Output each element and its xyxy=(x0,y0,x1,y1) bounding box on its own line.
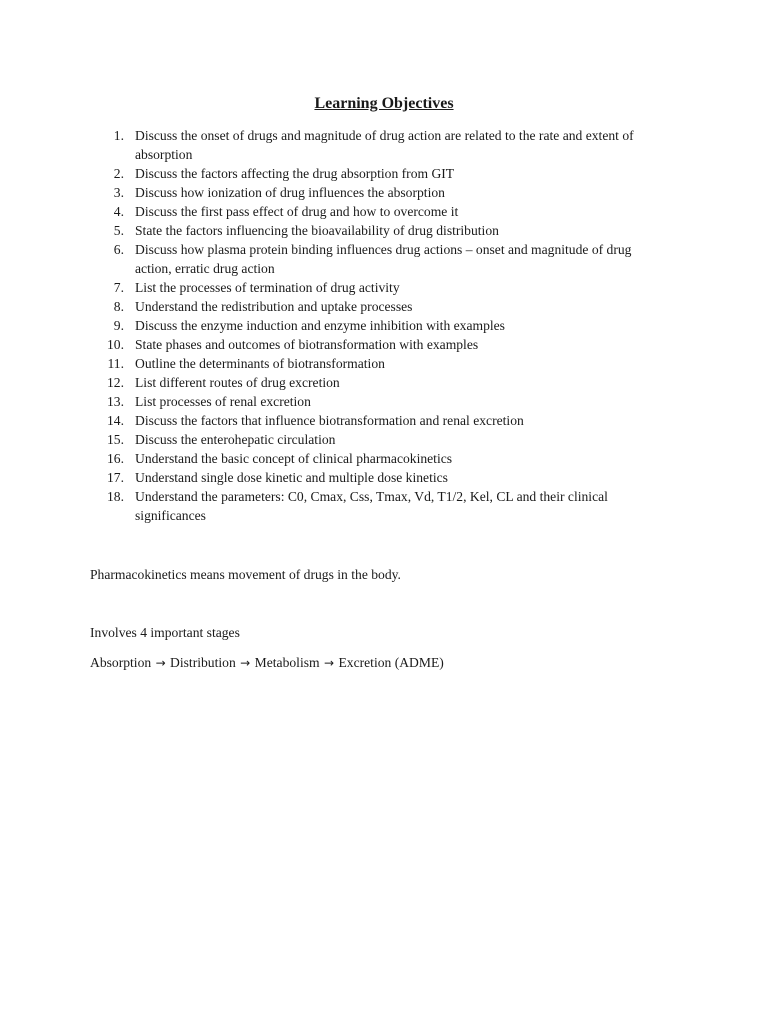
objective-number: 17. xyxy=(107,470,124,485)
objective-number: 8. xyxy=(113,299,124,314)
objective-item xyxy=(0,373,768,392)
objective-item xyxy=(0,183,768,202)
objective-text: State phases and outcomes of biotransformation with examples xyxy=(135,337,479,352)
objective-text: Outline the determinants of biotransformation xyxy=(135,356,385,371)
objective-item xyxy=(0,297,768,316)
objective-number: 13. xyxy=(107,394,124,409)
objective-text: Understand the basic concept of clinical pharmacokinetics xyxy=(135,451,453,466)
objective-number: 14. xyxy=(107,413,124,428)
objective-number: 7. xyxy=(113,280,124,295)
objective-number: 1. xyxy=(113,128,124,143)
objective-item xyxy=(0,202,768,221)
objective-item xyxy=(0,335,768,354)
objective-number: 10. xyxy=(107,337,124,352)
objective-item xyxy=(0,164,768,183)
objective-item xyxy=(0,278,768,297)
objective-text: Discuss how plasma protein binding influences drug actions – onset and magnitude of drug action, erratic drug action xyxy=(135,242,632,276)
objective-item xyxy=(0,126,768,164)
stage-absorption: Absorption xyxy=(90,655,152,670)
objective-item xyxy=(0,411,768,430)
objective-text: List processes of renal excretion xyxy=(135,394,311,409)
objectives-list xyxy=(0,126,768,525)
objective-text: Understand the redistribution and uptake processes xyxy=(135,299,413,314)
objective-number: 9. xyxy=(113,318,124,333)
arrow-right-icon: → xyxy=(155,656,166,670)
objective-text: List different routes of drug excretion xyxy=(135,375,340,390)
objective-text: Discuss the onset of drugs and magnitude of drug action are related to the rate and extent of absorption xyxy=(135,128,634,162)
arrow-right-icon: → xyxy=(240,656,251,670)
objective-text: Understand single dose kinetic and multiple dose kinetics xyxy=(135,470,448,485)
objective-number: 16. xyxy=(107,451,124,466)
objective-text: Discuss the factors affecting the drug absorption from GIT xyxy=(135,166,455,181)
definition-paragraph: Pharmacokinetics means movement of drugs in the body. xyxy=(90,567,401,582)
objective-text: List the processes of termination of drug activity xyxy=(135,280,400,295)
objective-number: 4. xyxy=(113,204,124,219)
objective-item xyxy=(0,430,768,449)
objective-number: 5. xyxy=(113,223,124,238)
objective-text: Discuss how ionization of drug influences the absorption xyxy=(135,185,445,200)
objective-item xyxy=(0,221,768,240)
objective-item xyxy=(0,392,768,411)
page-title: Learning Objectives xyxy=(314,95,454,112)
objective-number: 2. xyxy=(113,166,124,181)
objective-item xyxy=(0,468,768,487)
stages-flow-paragraph xyxy=(90,653,444,673)
objective-item xyxy=(0,487,768,525)
stage-distribution: Distribution xyxy=(170,655,236,670)
objective-item xyxy=(0,449,768,468)
objective-number: 6. xyxy=(113,242,124,257)
stage-metabolism: Metabolism xyxy=(254,655,320,670)
objective-text: Discuss the first pass effect of drug and how to overcome it xyxy=(135,204,459,219)
objective-text: Discuss the enterohepatic circulation xyxy=(135,432,336,447)
objective-text: Discuss the enzyme induction and enzyme inhibition with examples xyxy=(135,318,505,333)
arrow-right-icon: → xyxy=(324,656,335,670)
objective-number: 12. xyxy=(107,375,124,390)
objective-text: State the factors influencing the bioavailability of drug distribution xyxy=(135,223,499,238)
stages-intro-paragraph: Involves 4 important stages xyxy=(90,625,240,640)
objective-number: 15. xyxy=(107,432,124,447)
objective-item xyxy=(0,240,768,278)
stage-excretion: Excretion (ADME) xyxy=(338,655,444,670)
objective-text: Understand the parameters: C0, Cmax, Css, Tmax, Vd, T1/2, Kel, CL and their clinical significances xyxy=(135,489,608,523)
objective-text: Discuss the factors that influence biotransformation and renal excretion xyxy=(135,413,524,428)
objective-item xyxy=(0,354,768,373)
objective-number: 3. xyxy=(113,185,124,200)
objective-item xyxy=(0,316,768,335)
objective-number: 11. xyxy=(107,356,124,371)
objective-number: 18. xyxy=(107,489,124,504)
